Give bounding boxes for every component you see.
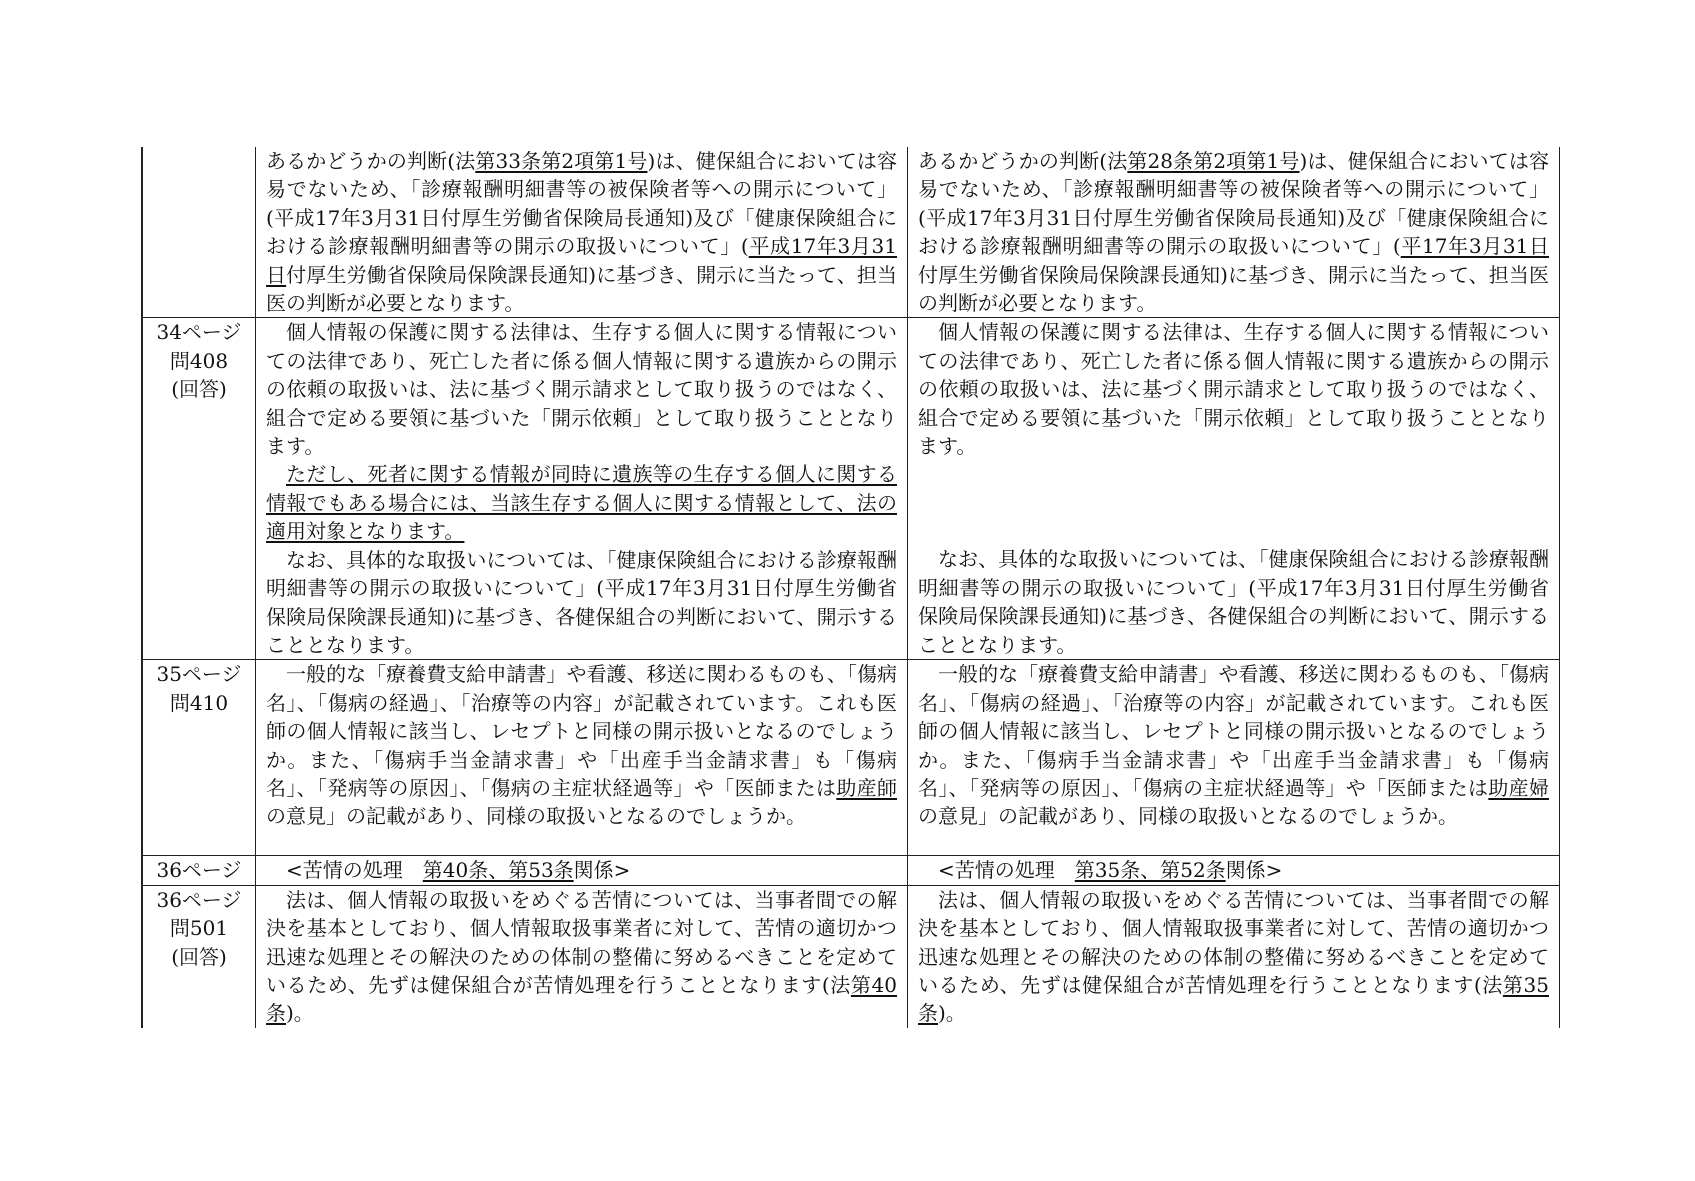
answer-ref: (回答) (171, 944, 227, 969)
revised-text-cell (256, 318, 908, 660)
section-heading (918, 856, 1549, 884)
text-run: の意見」の記載があり、同様の取扱いとなるのでしょうか。 (918, 804, 1458, 829)
page-ref: 35ページ (156, 662, 242, 687)
text-run: 一般的な「療養費支給申請書」や看護、移送に関わるものも、「傷病名」、「傷病の経過」、「治療等の内容」が記載されています。これも医師の個人情報に該当し、レセプトと同様の開示扱いとなるのでしょうか。また、「傷病手当金請求書」や「出産手当金請求書」も「傷病名」、「発病等の原因」、「傷病の主症状経過等」や「医師または (266, 662, 897, 800)
page-ref: 34ページ (156, 320, 242, 345)
page-ref: 36ページ (156, 887, 242, 912)
current-text-cell (908, 147, 1560, 318)
table-row (143, 318, 1560, 660)
text-run: あるかどうかの判断(法 (918, 149, 1128, 173)
text-run: <苦情の処理 (938, 858, 1075, 883)
underlined-change: 助産婦 (1488, 775, 1549, 800)
question-ref: 問410 (169, 690, 229, 715)
underlined-change: ただし、死者に関する情報が同時に遺族等の生存する個人に関する情報でもある場合には、当該生存する個人に関する情報として、法の適用対象となります。 (266, 462, 897, 544)
answer-ref: (回答) (171, 377, 227, 402)
text-run: )。 (938, 1001, 966, 1026)
reference-cell (143, 318, 256, 660)
table-row (143, 660, 1560, 856)
paragraph: 個人情報の保護に関する法律は、生存する個人に関する情報についての法律であり、死亡した者に係る個人情報に関する遺族からの開示の依頼の取扱いは、法に基づく開示請求として取り扱うのではなく、組合で定める要領に基づいた「開示依頼」として取り扱うこととなります。 (918, 320, 1549, 459)
paragraph: 個人情報の保護に関する法律は、生存する個人に関する情報についての法律であり、死亡した者に係る個人情報に関する遺族からの開示の依頼の取扱いは、法に基づく開示請求として取り扱うのではなく、組合で定める要領に基づいた「開示依頼」として取り扱うこととなります。 (266, 320, 897, 459)
underlined-change: 第40条、第53条 (422, 858, 574, 883)
paragraph (266, 460, 897, 545)
text-run: 法は、個人情報の取扱いをめぐる苦情については、当事者間での解決を基本としており、個人情報取扱事業者に対して、苦情の適切かつ迅速な処理とその解決のための体制の整備に努めるべきことを定めているため、先ずは健保組合が苦情処理を行うこととなります(法 (918, 887, 1549, 997)
revised-text-cell (256, 885, 908, 1028)
spacer (918, 460, 1549, 545)
table-row (143, 856, 1560, 885)
text-run: )。 (286, 1001, 314, 1026)
text-run: 法は、個人情報の取扱いをめぐる苦情については、当事者間での解決を基本としており、個人情報取扱事業者に対して、苦情の適切かつ迅速な処理とその解決のための体制の整備に努めるべきことを定めているため、先ずは健保組合が苦情処理を行うこととなります(法 (266, 887, 897, 997)
underlined-change: 第40条 (266, 972, 897, 1026)
paragraph: なお、具体的な取扱いについては、「健康保険組合における診療報酬明細書等の開示の取扱いについて」(平成17年3月31日付厚生労働省保険局保険課長通知)に基づき、各健保組合の判断において、開示することとなります。 (918, 547, 1549, 657)
table-row (143, 885, 1560, 1028)
underlined-change: 第33条第2項第1号 (475, 149, 648, 173)
reference-cell (143, 885, 256, 1028)
current-text-cell (908, 318, 1560, 660)
text-run: あるかどうかの判断(法 (266, 149, 476, 173)
reference-cell (143, 147, 256, 318)
section-heading (266, 856, 897, 884)
comparison-table-page (141, 147, 1560, 1028)
revised-text-cell (256, 856, 908, 885)
text-run: 付厚生労働省保険局保険課長通知)に基づき、開示に当たって、担当医の判断が必要となります。 (918, 262, 1549, 316)
text-run: )は、健保組合においては容易でないため、「診療報酬明細書等の被保険者等への開示について」(平成17年3月31日付厚生労働省保険局長通知)及び「健康保険組合における診療報酬明細書等の開示の取扱いについて」( (918, 149, 1549, 259)
text-run: )は、健保組合においては容易でないため、「診療報酬明細書等の被保険者等への開示について」(平成17年3月31日付厚生労働省保険局長通知)及び「健康保険組合における診療報酬明細書等の開示の取扱いについて」( (266, 149, 897, 259)
comparison-table (142, 147, 1560, 1028)
text-run: 関係> (573, 858, 631, 883)
revised-text-cell (256, 660, 908, 856)
underlined-change: 平17年3月31日 (1400, 234, 1550, 259)
paragraph (918, 886, 1549, 1028)
text-run: 関係> (1225, 858, 1283, 883)
paragraph (266, 886, 897, 1028)
current-text-cell (908, 856, 1560, 885)
revised-text-cell (256, 147, 908, 318)
text-run: の意見」の記載があり、同様の取扱いとなるのでしょうか。 (266, 804, 806, 829)
paragraph (266, 660, 897, 830)
underlined-change: 第28条第2項第1号 (1127, 149, 1300, 173)
paragraph (266, 147, 897, 317)
text-run: 一般的な「療養費支給申請書」や看護、移送に関わるものも、「傷病名」、「傷病の経過」、「治療等の内容」が記載されています。これも医師の個人情報に該当し、レセプトと同様の開示扱いとなるのでしょうか。また、「傷病手当金請求書」や「出産手当金請求書」も「傷病名」、「発病等の原因」、「傷病の主症状経過等」や「医師または (918, 662, 1549, 800)
paragraph (918, 660, 1549, 830)
paragraph: なお、具体的な取扱いについては、「健康保険組合における診療報酬明細書等の開示の取扱いについて」(平成17年3月31日付厚生労働省保険局保険課長通知)に基づき、各健保組合の判断において、開示することとなります。 (266, 547, 897, 657)
underlined-change: 助産師 (836, 775, 897, 800)
table-row (143, 147, 1560, 318)
page-ref: 36ページ (156, 858, 242, 883)
question-ref: 問501 (169, 916, 229, 941)
current-text-cell (908, 660, 1560, 856)
underlined-change: 第35条 (918, 972, 1549, 1026)
underlined-change: 第35条、第52条 (1074, 858, 1226, 883)
text-run: <苦情の処理 (286, 858, 423, 883)
text-run: 付厚生労働省保険局保険課長通知)に基づき、開示に当たって、担当医の判断が必要となります。 (266, 262, 898, 316)
current-text-cell (908, 885, 1560, 1028)
reference-cell (143, 856, 256, 885)
underlined-change: 平成17年3月31日 (266, 234, 898, 287)
question-ref: 問408 (169, 348, 229, 373)
paragraph (918, 147, 1549, 317)
reference-cell (143, 660, 256, 856)
